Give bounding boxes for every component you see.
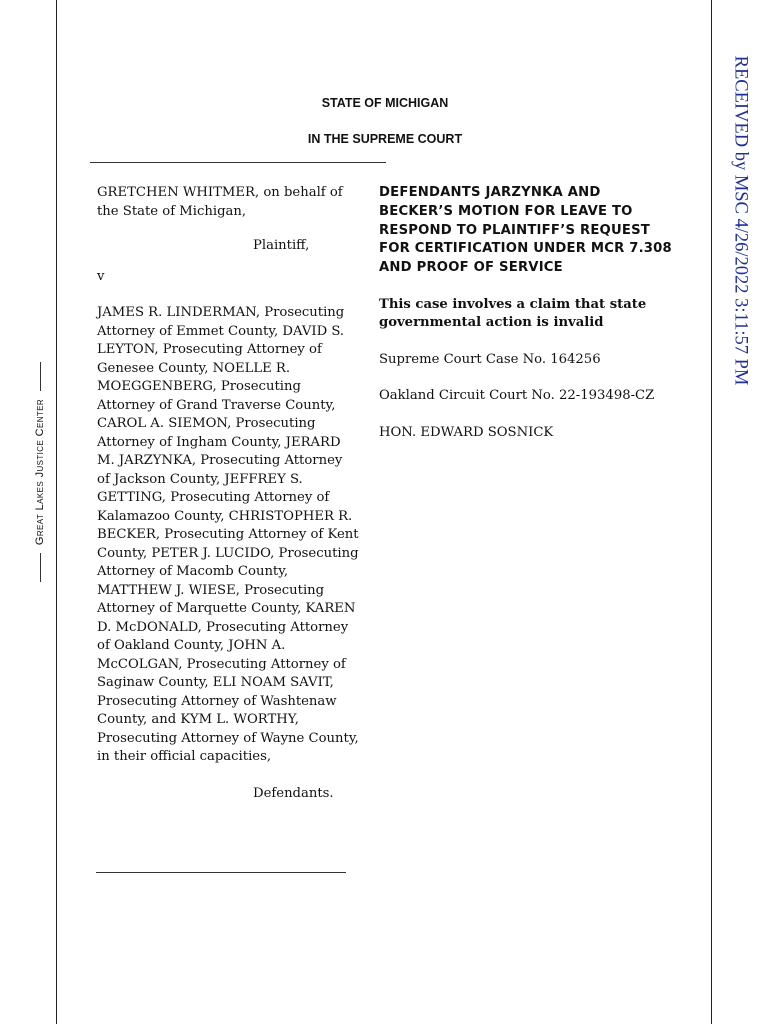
caption-bottom-rule — [96, 872, 346, 873]
received-stamp: RECEIVED by MSC 4/26/2022 3:11:57 PM — [730, 55, 751, 386]
motion-title: DEFENDANTS JARZYNKA AND BECKER’S MOTION FOR LEAVE TO RESPOND TO PLAINTIFF’S REQUEST FOR CERTIFICATION UNDER MCR 7.308 AND PROOF OF SERVICE — [379, 185, 672, 276]
defendants-list: JAMES R. LINDERMAN, Prosecuting Attorney of Emmet County, DAVID S. LEYTON, Prosecuting Attorney of Genesee County, NOELLE R. MOEGGENBERG, Prosecuting Attorney of Grand Traverse County, CAROL A. SIEMON, Prosecuting Attorney of Ingham County, JERARD M. JARZYNKA, Prosecuting Attorney of Jackson County, JEFFREY S. GETTING, Prosecuting Attorney of Kalamazoo County, CHRISTOPHER R. BECKER, Prosecuting Attorney of Kent County, PETER J. LUCIDO, Prosecuting Attorney of Macomb County, MATTHEW J. WIESE, Prosecuting Attorney of Marquette County, KAREN D. McDONALD, Prosecuting Attorney of Oakland County, JOHN A. McCOLGAN, Prosecuting Attorney of Saginaw County, ELI NOAM SAVIT, Prosecuting Attorney of Washtenaw County, and KYM L. WORTHY, Prosecuting Attorney of Wayne County, in their official capacities, — [97, 305, 359, 764]
plaintiff-role: Plaintiff, — [253, 238, 310, 253]
case-caption-parties — [97, 184, 359, 803]
state-heading: STATE OF MICHIGAN — [321, 96, 449, 110]
versus: v — [97, 268, 105, 284]
court-heading: IN THE SUPREME COURT — [307, 132, 463, 146]
left-margin-rule — [56, 0, 57, 1024]
caption-top-rule — [90, 162, 386, 163]
claim-notice: This case involves a claim that state governmental action is invalid — [379, 296, 647, 331]
organization-name: Great Lakes Justice Center — [34, 398, 46, 546]
supreme-court-case-number: Supreme Court Case No. 164256 — [379, 351, 601, 367]
plaintiff-name: GRETCHEN WHITMER, on behalf of the State of Michigan, — [97, 185, 343, 219]
right-margin-rule — [711, 0, 712, 1024]
sidebar-divider — [40, 362, 41, 391]
judge-name: HON. EDWARD SOSNICK — [379, 424, 554, 440]
sidebar-divider — [40, 553, 41, 582]
filing-details — [379, 184, 679, 442]
defendants-role: Defendants. — [253, 785, 334, 801]
circuit-court-case-number: Oakland Circuit Court No. 22-193498-CZ — [379, 388, 655, 404]
sidebar-organization — [34, 362, 46, 582]
